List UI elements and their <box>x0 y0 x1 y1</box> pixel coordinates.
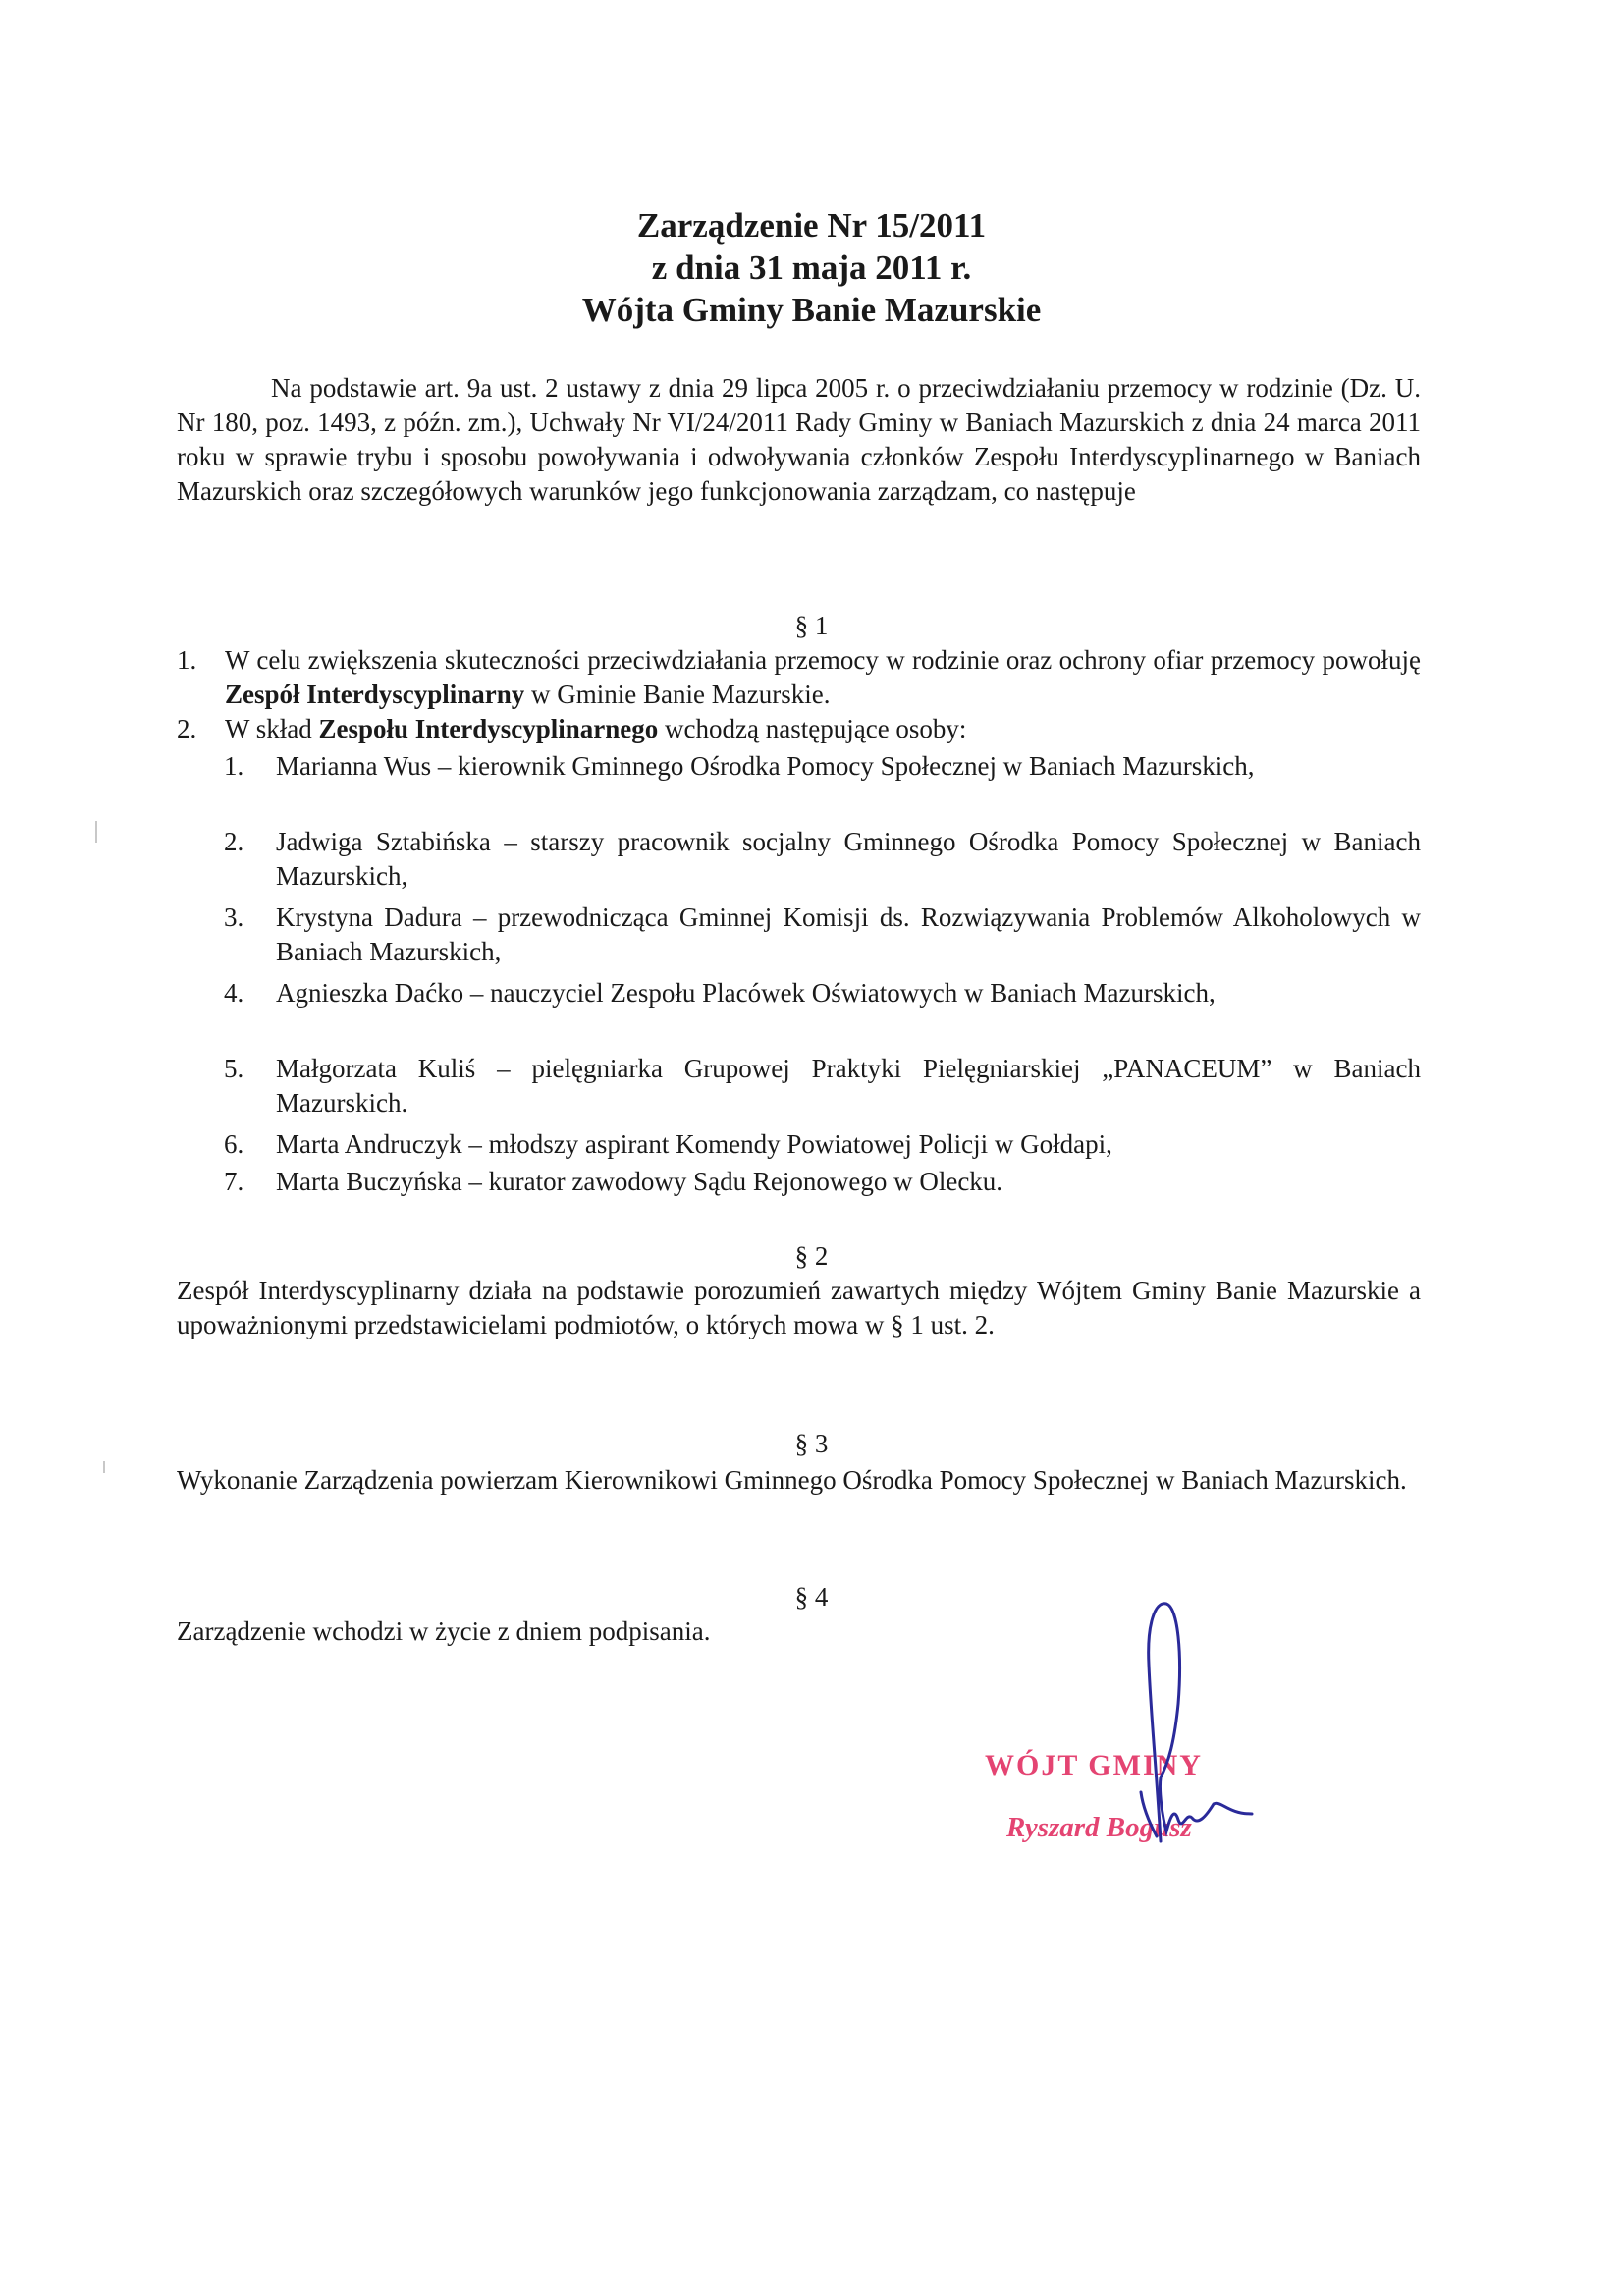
intro-paragraph: Na podstawie art. 9a ust. 2 ustawy z dnia 29 lipca 2005 r. o przeciwdziałaniu przemocy w rodzinie (Dz. U. Nr 180, poz. 1493, z późn. zm.), Uchwały Nr VI/24/2011 Rady Gminy w Baniach Mazurskich z dnia 24 marca 2011 roku w sprawie trybu i sposobu powoływania i odwoływania członków Zespołu Interdyscyplinarnego w Baniach Mazurskich oraz szczegółowych warunków jego funkcjonowania zarządzam, co następuje <box>177 373 1421 506</box>
point-text-part: wchodzą następujące osoby: <box>658 714 967 743</box>
section-3-text: Wykonanie Zarządzenia powierzam Kierownikowi Gminnego Ośrodka Pomocy Społecznej w Baniach Mazurskich. <box>177 1465 1407 1495</box>
member-text: Małgorzata Kuliś – pielęgniarka Grupowej Praktyki Pielęgniarskiej „PANACEUM” w Baniach Mazurskich. <box>276 1054 1421 1118</box>
section-1-heading: § 1 <box>794 611 829 640</box>
section-1-point-1 <box>177 643 1421 712</box>
point-text-part: W skład <box>225 714 319 743</box>
member-text: Krystyna Dadura – przewodnicząca Gminnej Komisji ds. Rozwiązywania Problemów Alkoholowych w Baniach Mazurskich, <box>276 902 1421 966</box>
handwritten-signature <box>1080 1596 1296 1851</box>
section-2-text: Zespół Interdyscyplinarny działa na podstawie porozumień zawartych między Wójtem Gminy Banie Mazurskie a upoważnionymi przedstawicielami podmiotów, o których mowa w § 1 ust. 2. <box>177 1276 1421 1339</box>
official-stamp-title: WÓJT GMINY <box>985 1749 1203 1781</box>
member-number: 4. <box>224 978 244 1008</box>
document-title: Zarządzenie Nr 15/2011 <box>636 206 987 245</box>
section-4-heading: § 4 <box>794 1582 829 1612</box>
member-text: Jadwiga Sztabińska – starszy pracownik socjalny Gminnego Ośrodka Pomocy Społecznej w Baniach Mazurskich, <box>276 827 1421 891</box>
member-list-item <box>224 1165 1421 1199</box>
member-text: Agnieszka Daćko – nauczyciel Zespołu Placówek Oświatowych w Baniach Mazurskich, <box>276 978 1216 1008</box>
member-list-item <box>224 901 1421 969</box>
member-list-item <box>224 749 1421 784</box>
member-text: Marta Buczyńska – kurator zawodowy Sądu Rejonowego w Olecku. <box>276 1167 1003 1196</box>
member-text: Marianna Wus – kierownik Gminnego Ośrodka Pomocy Społecznej w Baniach Mazurskich, <box>276 751 1255 781</box>
point-text-part: w Gminie Banie Mazurskie. <box>524 680 831 709</box>
member-list-item <box>224 976 1421 1011</box>
member-number: 5. <box>224 1054 244 1083</box>
member-number: 2. <box>224 827 244 856</box>
point-text-bold: Zespołu Interdyscyplinarnego <box>318 714 659 743</box>
document-issuer: Wójta Gminy Banie Mazurskie <box>581 291 1042 329</box>
member-number: 3. <box>224 902 244 932</box>
member-number: 6. <box>224 1129 244 1159</box>
point-number: 2. <box>177 714 197 743</box>
member-number: 7. <box>224 1167 244 1196</box>
member-text: Marta Andruczyk – młodszy aspirant Komendy Powiatowej Policji w Gołdapi, <box>276 1129 1112 1159</box>
member-list-item <box>224 1052 1421 1121</box>
scan-artifact <box>103 1461 105 1473</box>
member-number: 1. <box>224 751 244 781</box>
member-list-item <box>224 825 1421 894</box>
section-3-heading: § 3 <box>794 1429 829 1458</box>
section-1-point-2 <box>177 712 1421 746</box>
section-2-heading: § 2 <box>794 1241 829 1271</box>
point-text-part: W celu zwiększenia skuteczności przeciwdziałania przemocy w rodzinie oraz ochrony ofiar przemocy powołuję <box>225 645 1421 675</box>
point-text-bold: Zespół Interdyscyplinarny <box>225 680 525 709</box>
scan-artifact <box>95 821 97 843</box>
point-text <box>225 643 1421 712</box>
point-text <box>225 712 1421 746</box>
member-list-item <box>224 1127 1421 1162</box>
point-number: 1. <box>177 645 197 675</box>
official-stamp-name: Ryszard Bogusz <box>1006 1812 1192 1843</box>
document-date: z dnia 31 maja 2011 r. <box>651 248 972 287</box>
section-4-text: Zarządzenie wchodzi w życie z dniem podpisania. <box>177 1616 711 1646</box>
